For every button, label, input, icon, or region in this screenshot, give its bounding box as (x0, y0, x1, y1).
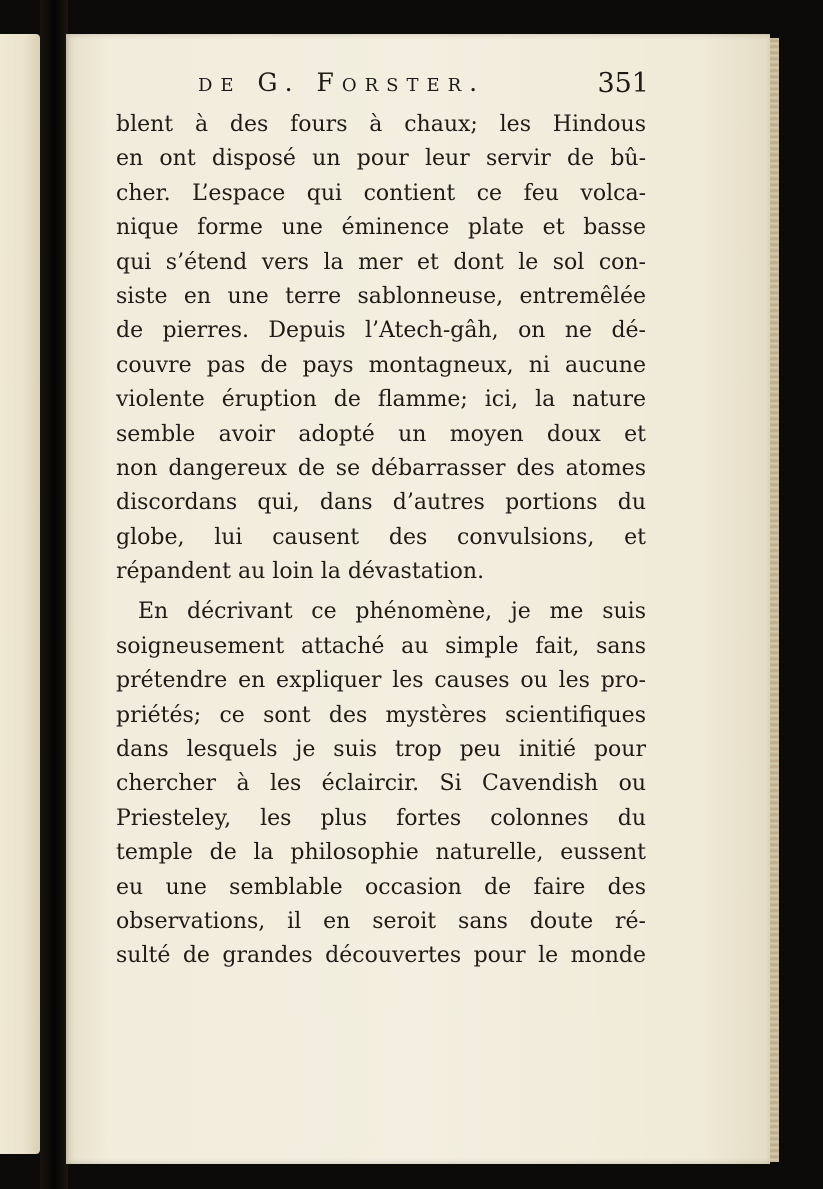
text-line: observations, il en seroit sans doute ré- (116, 908, 646, 934)
text-line: temple de la philosophie naturelle, eussent (116, 840, 646, 866)
text-line: priétés; ce sont des mystères scientifiques (116, 702, 646, 728)
text-line: non dangereux de se débarrasser des atomes (116, 455, 646, 481)
text-line: eu une semblable occasion de faire des (116, 874, 646, 900)
text-line: semble avoir adopté un moyen doux et (116, 421, 646, 447)
text-line: de pierres. Depuis l’Atech-gâh, on ne dé- (116, 318, 646, 344)
page-fore-edge (770, 38, 779, 1162)
text-line: En décrivant ce phénomène, je me suis (138, 599, 646, 625)
book-gutter (40, 0, 68, 1189)
text-line: nique forme une éminence plate et basse (116, 215, 646, 241)
paragraph (116, 108, 646, 589)
text-line: couvre pas de pays montagneux, ni aucune (116, 352, 646, 378)
page-header (138, 62, 653, 106)
text-line: répandent au loin la dévastation. (116, 559, 485, 585)
text-line: qui s’étend vers la mer et dont le sol con- (116, 249, 646, 275)
page-number: 351 (597, 68, 649, 99)
facing-page-edge (0, 34, 40, 1154)
text-line: sulté de grandes découvertes pour le monde (116, 943, 646, 969)
text-line: soigneusement attaché au simple fait, sans (116, 633, 646, 659)
text-line: dans lesquels je suis trop peu initié pour (116, 737, 646, 763)
text-line: cher. L’espace qui contient ce feu volca- (116, 180, 646, 206)
text-line: violente éruption de flamme; ici, la nature (116, 387, 646, 413)
body-text (116, 108, 646, 974)
text-line: discordans qui, dans d’autres portions du (116, 490, 646, 516)
text-line: chercher à les éclaircir. Si Cavendish ou (116, 771, 646, 797)
paragraph (116, 595, 646, 973)
text-line: Priesteley, les plus fortes colonnes du (116, 805, 646, 831)
text-line: blent à des fours à chaux; les Hindous (116, 112, 646, 137)
text-line: siste en une terre sablonneuse, entremêlée (116, 283, 646, 309)
text-line: prétendre en expliquer les causes ou les pro- (116, 668, 646, 694)
text-line: globe, lui causent des convulsions, et (116, 524, 646, 550)
text-line: en ont disposé un pour leur servir de bû- (116, 146, 646, 172)
running-title: de G. Forster. (198, 68, 486, 97)
